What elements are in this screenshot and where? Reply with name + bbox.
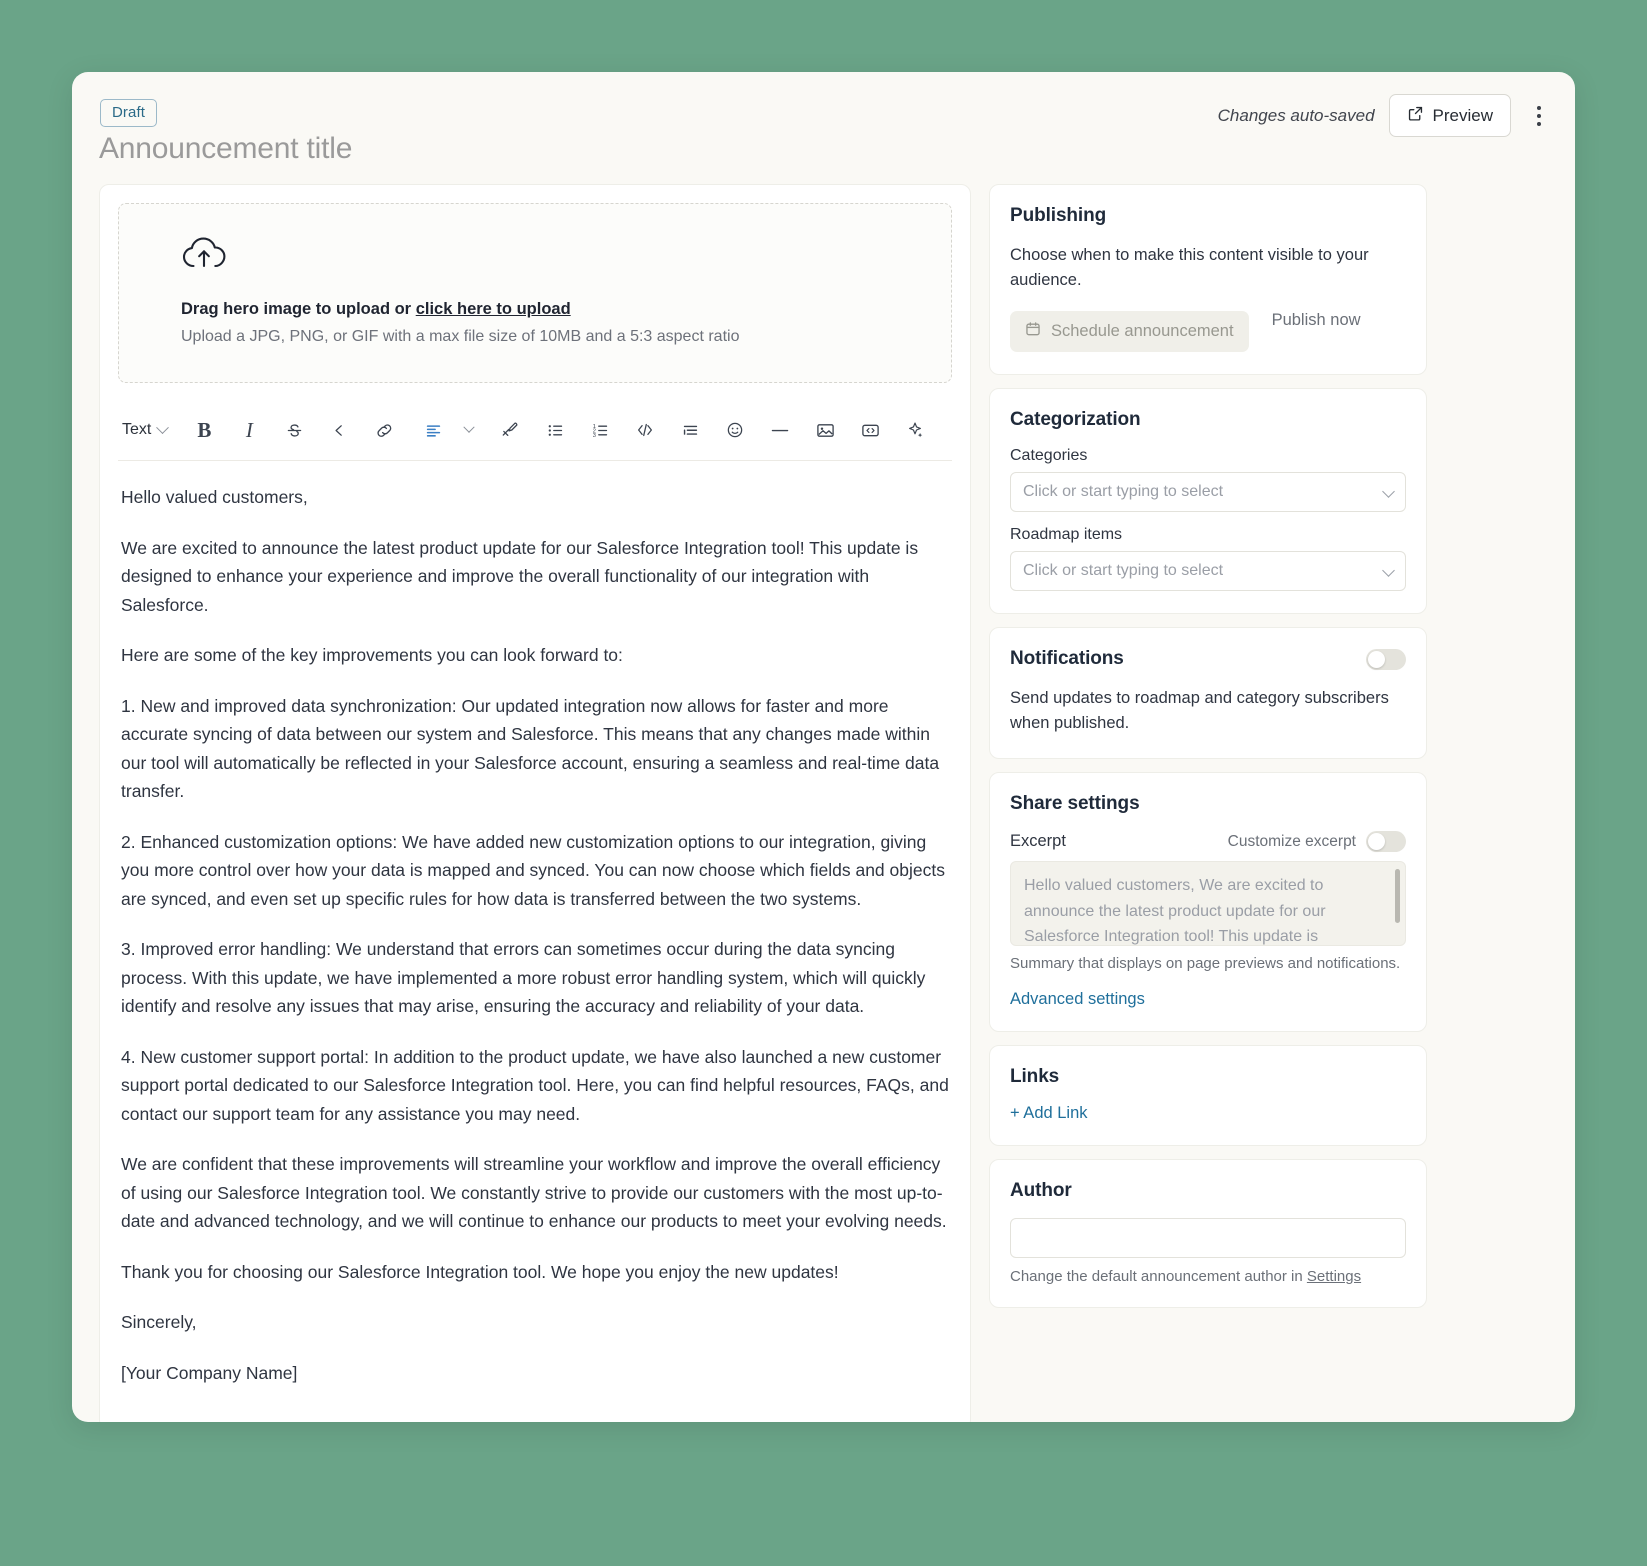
announcement-editor-window	[72, 72, 1575, 1422]
roadmap-placeholder: Click or start typing to select	[1023, 562, 1224, 579]
publish-now-button[interactable]: Publish now	[1271, 311, 1361, 329]
emoji-icon[interactable]	[718, 413, 752, 447]
svg-text:2: 2	[592, 428, 596, 435]
dropzone-subtitle: Upload a JPG, PNG, or GIF with a max file size of 10MB and a 5:3 aspect ratio	[181, 328, 740, 345]
editor-paragraph: We are excited to announce the latest product update for our Salesforce Integration tool! This update is designed to enhance your experience and improve the overall functionality of our integration with Salesforce.	[121, 537, 919, 615]
align-left-icon[interactable]	[416, 413, 450, 447]
editor-paragraph: Thank you for choosing our Salesforce Integration tool. We hope you enjoy the new updates!	[121, 1261, 839, 1282]
header-actions	[1218, 94, 1553, 137]
excerpt-text: Hello valued customers, We are excited to announce the latest product update for our Salesforce Integration tool! This update is	[1024, 877, 1326, 945]
link-icon[interactable]	[367, 413, 401, 447]
notifications-heading: Notifications	[1010, 648, 1124, 669]
hero-image-dropzone[interactable]	[118, 203, 952, 383]
categorization-heading: Categorization	[1010, 409, 1141, 430]
editor-header	[72, 72, 1575, 184]
author-heading: Author	[1010, 1180, 1072, 1201]
publishing-heading: Publishing	[1010, 205, 1107, 226]
publishing-description: Choose when to make this content visible to your audience.	[1010, 246, 1369, 289]
author-input[interactable]	[1010, 1218, 1406, 1258]
text-style-dropdown[interactable]	[122, 413, 167, 447]
notifications-description: Send updates to roadmap and category subscribers when published.	[1010, 689, 1389, 732]
chevron-down-icon	[1382, 564, 1395, 577]
settings-sidebar	[989, 184, 1427, 1422]
italic-icon[interactable]: I	[245, 417, 253, 442]
editor-paragraph: Sincerely,	[121, 1312, 197, 1332]
categories-label: Categories	[1010, 447, 1088, 464]
links-card	[989, 1045, 1427, 1146]
author-card	[989, 1159, 1427, 1308]
notifications-toggle[interactable]	[1366, 649, 1406, 670]
highlight-icon[interactable]	[493, 413, 527, 447]
chevron-down-icon	[156, 421, 169, 434]
preview-button[interactable]	[1389, 94, 1511, 137]
links-heading: Links	[1010, 1066, 1060, 1087]
announcement-title-input[interactable]: Announcement title	[99, 132, 353, 165]
preview-label: Preview	[1432, 105, 1493, 125]
add-link-button[interactable]: + Add Link	[1010, 1104, 1088, 1122]
editor-paragraph: Here are some of the key improvements you can look forward to:	[121, 645, 623, 665]
customize-excerpt-label: Customize excerpt	[1227, 832, 1356, 850]
editor-paragraph: 2. Enhanced customization options: We have added new customization options to our integration, giving you more control over how your data is mapped and synced. You can now choose which fields and objects are synced, and even set up specific rules for how data is transferred between the two systems.	[121, 831, 945, 909]
chevron-down-icon	[1382, 485, 1395, 498]
ai-assist-icon[interactable]	[898, 413, 932, 447]
bulleted-list-icon[interactable]	[538, 413, 572, 447]
publishing-card	[989, 184, 1427, 375]
autosave-status: Changes auto-saved	[1217, 105, 1375, 125]
excerpt-textarea[interactable]	[1010, 861, 1406, 946]
embed-icon[interactable]	[853, 413, 887, 447]
editor-paragraph: We are confident that these improvements will streamline your workflow and improve the overall efficiency of using our Salesforce Integration tool. We constantly strive to provide our customers with the most up-to-date and advanced technology, and we will continue to enhance our products to meet your evolving needs.	[121, 1154, 947, 1231]
cloud-upload-icon	[181, 260, 227, 277]
editor-paragraph: [Your Company Name]	[121, 1362, 298, 1383]
calendar-icon	[1025, 321, 1041, 342]
editor-panel	[99, 184, 971, 1422]
share-settings-card	[989, 772, 1427, 1032]
editor-paragraph: 1. New and improved data synchronization: Our updated integration now allows for faster and more accurate syncing of data between our system and Salesforce. This means that any changes made within our tool will automatically be reflected in your Salesforce account, ensuring a seamless and real-time data transfer.	[121, 695, 940, 801]
share-settings-heading: Share settings	[1010, 793, 1140, 814]
image-icon[interactable]	[808, 413, 842, 447]
editor-paragraph: Hello valued customers,	[121, 487, 308, 507]
dropzone-upload-link[interactable]: click here to upload	[415, 300, 571, 318]
svg-text:1: 1	[592, 423, 596, 430]
blockquote-icon[interactable]	[673, 413, 707, 447]
excerpt-header	[1010, 831, 1406, 852]
author-note	[1010, 1268, 1406, 1285]
numbered-list-icon[interactable]	[583, 413, 617, 447]
author-note-prefix: Change the default announcement author in	[1010, 1268, 1307, 1285]
schedule-announcement-button[interactable]	[1010, 311, 1249, 352]
editor-body	[72, 184, 1575, 1422]
align-dropdown-chevron-icon[interactable]	[461, 413, 477, 447]
external-link-icon	[1407, 105, 1424, 127]
notifications-card	[989, 627, 1427, 759]
svg-text:3: 3	[592, 432, 596, 439]
customize-excerpt-toggle[interactable]	[1366, 831, 1406, 852]
roadmap-items-select[interactable]	[1010, 551, 1406, 591]
dropzone-title	[181, 300, 951, 319]
code-block-icon[interactable]	[628, 413, 662, 447]
text-style-label: Text	[122, 421, 152, 438]
formatting-toolbar	[118, 409, 952, 461]
settings-link[interactable]: Settings	[1306, 1268, 1362, 1285]
roadmap-items-label: Roadmap items	[1010, 526, 1123, 543]
dropzone-title-prefix: Drag hero image to upload or	[181, 300, 416, 318]
publishing-actions	[1010, 311, 1406, 352]
strikethrough-icon[interactable]	[277, 413, 311, 447]
code-inline-icon[interactable]	[322, 413, 356, 447]
schedule-label: Schedule announcement	[1051, 322, 1234, 340]
bold-icon[interactable]: B	[197, 417, 212, 442]
categories-placeholder: Click or start typing to select	[1023, 483, 1224, 500]
editor-paragraph: 3. Improved error handling: We understand that errors can sometimes occur during the data syncing process. With this update, we have implemented a more robust error handling system, which will quickly identify and resolve any issues that may arise, ensuring the accuracy and reliability of your data.	[121, 939, 926, 1016]
divider-icon[interactable]	[763, 413, 797, 447]
status-badge: Draft	[100, 99, 157, 127]
excerpt-scrollbar[interactable]	[1395, 869, 1400, 923]
categories-select[interactable]	[1010, 472, 1406, 512]
editor-paragraph: 4. New customer support portal: In addition to the product update, we have also launched a new customer support portal dedicated to our Salesforce Integration tool. Here, you can find helpful resources, FAQs, and contact our support team for any assistance you may need.	[121, 1046, 949, 1124]
excerpt-label: Excerpt	[1010, 832, 1066, 850]
excerpt-note: Summary that displays on page previews and notifications.	[1010, 955, 1401, 972]
categorization-card	[989, 388, 1427, 614]
announcement-body-editor[interactable]	[118, 461, 952, 1387]
advanced-settings-link[interactable]: Advanced settings	[1010, 990, 1145, 1008]
kebab-menu-icon[interactable]	[1525, 99, 1553, 133]
